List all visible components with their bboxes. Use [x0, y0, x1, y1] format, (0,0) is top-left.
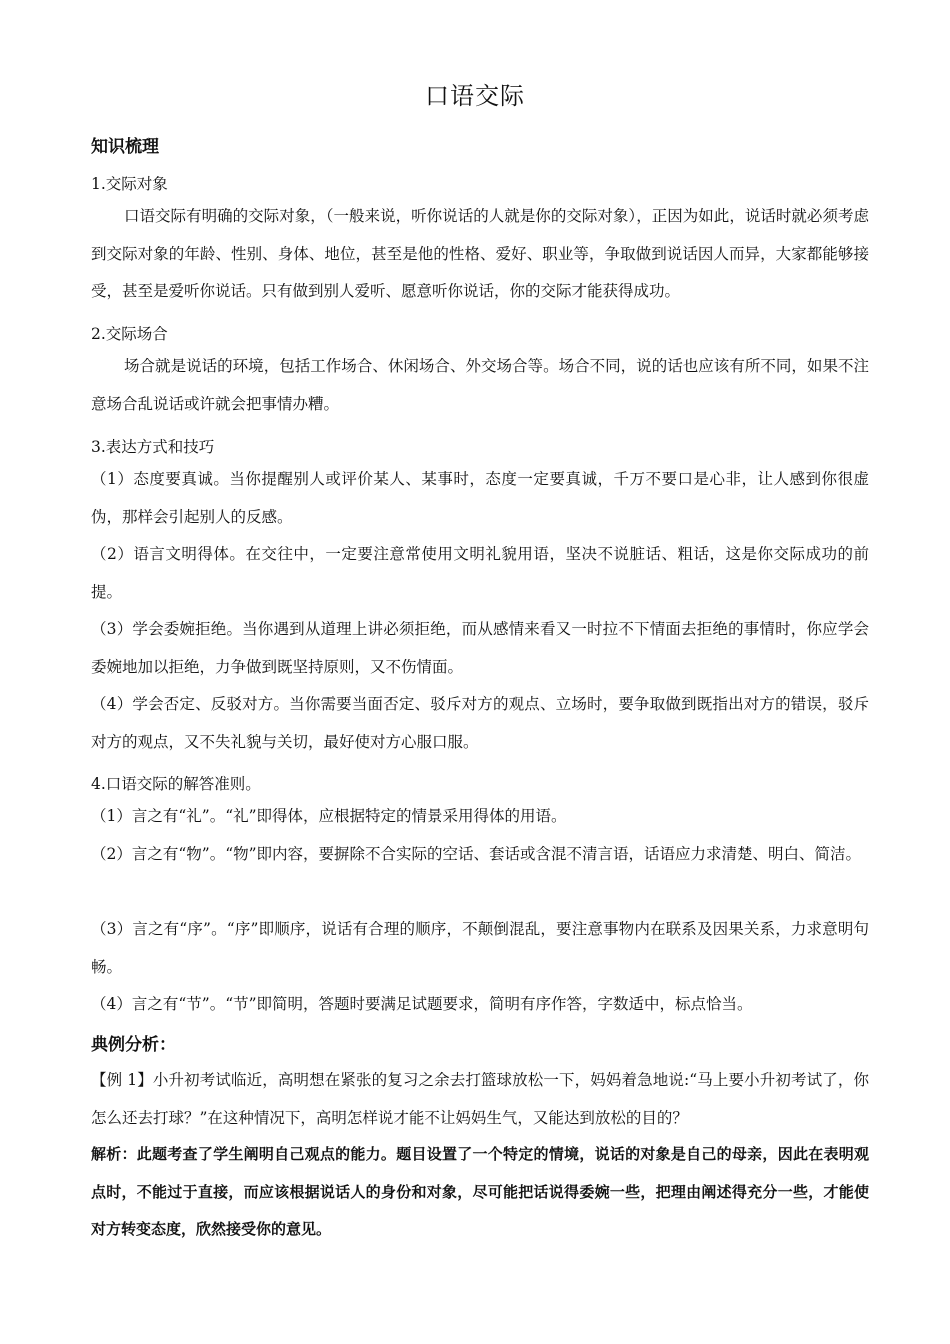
section-4-item-3: （3）言之有“序”。“序”即顺序，说话有合理的顺序，不颠倒混乱，要注意事物内在联系及因果关系，力求意明句畅。	[91, 920, 869, 976]
example-1-question: 【例 1】小升初考试临近，高明想在紧张的复习之余去打篮球放松一下，妈妈着急地说:“马上要小升初考试了，你怎么还去打球？”在这种情况下，高明怎样说才能不让妈妈生气，又能达到放松的目的？	[91, 1071, 869, 1127]
section-4-title: 4.口语交际的解答准则。	[91, 775, 261, 793]
page-title: 口语交际	[425, 82, 525, 110]
section-4-item-1: （1）言之有“礼”。“礼”即得体，应根据特定的情景采用得体的用语。	[91, 807, 567, 825]
examples-heading: 典例分析：	[91, 1035, 176, 1055]
section-4-item-4: （4）言之有“节”。“节”即简明，答题时要满足试题要求，简明有序作答，字数适中，标点恰当。	[91, 995, 753, 1013]
section-2-text: 场合就是说话的环境，包括工作场合、休闲场合、外交场合等。场合不同，说的话也应该有所不同，如果不注意场合乱说话或许就会把事情办糟。	[91, 357, 869, 413]
section-2-title: 2.交际场合	[91, 325, 168, 343]
section-1-text: 口语交际有明确的交际对象，（一般来说，听你说话的人就是你的交际对象），正因为如此，说话时就必须考虑到交际对象的年龄、性别、身体、地位，甚至是他的性格、爱好、职业等，争取做到说话因人而异，大家都能够接受，甚至是爱听你说话。只有做到别人爱听、愿意听你说话，你的交际才能获得成功。	[91, 207, 869, 300]
example-1-analysis: 解析：此题考查了学生阐明自己观点的能力。题目设置了一个特定的情境，说话的对象是自己的母亲，因此在表明观点时，不能过于直接，而应该根据说话人的身份和对象，尽可能把话说得委婉一些，把理由阐述得充分一些，才能使对方转变态度，欣然接受你的意见。	[91, 1145, 869, 1238]
section-3-title: 3.表达方式和技巧	[91, 438, 215, 456]
section-3-item-2: （2）语言文明得体。在交往中，一定要注意常使用文明礼貌用语，坚决不说脏话、粗话，这是你交际成功的前提。	[91, 545, 869, 601]
section-4-item-2: （2）言之有“物”。“物”即内容，要摒除不合实际的空话、套话或含混不清言语，话语应力求清楚、明白、简洁。	[91, 845, 862, 863]
knowledge-heading: 知识梳理	[91, 137, 159, 157]
section-3-item-4: （4）学会否定、反驳对方。当你需要当面否定、驳斥对方的观点、立场时，要争取做到既指出对方的错误，驳斥对方的观点，又不失礼貌与关切，最好使对方心服口服。	[91, 695, 869, 751]
section-3-item-3: （3）学会委婉拒绝。当你遇到从道理上讲必须拒绝，而从感情来看又一时拉不下情面去拒绝的事情时，你应学会委婉地加以拒绝，力争做到既坚持原则，又不伤情面。	[91, 620, 869, 676]
section-3-item-1: （1）态度要真诚。当你提醒别人或评价某人、某事时，态度一定要真诚，千万不要口是心非，让人感到你很虚伪，那样会引起别人的反感。	[91, 470, 869, 526]
section-1-title: 1.交际对象	[91, 175, 168, 193]
